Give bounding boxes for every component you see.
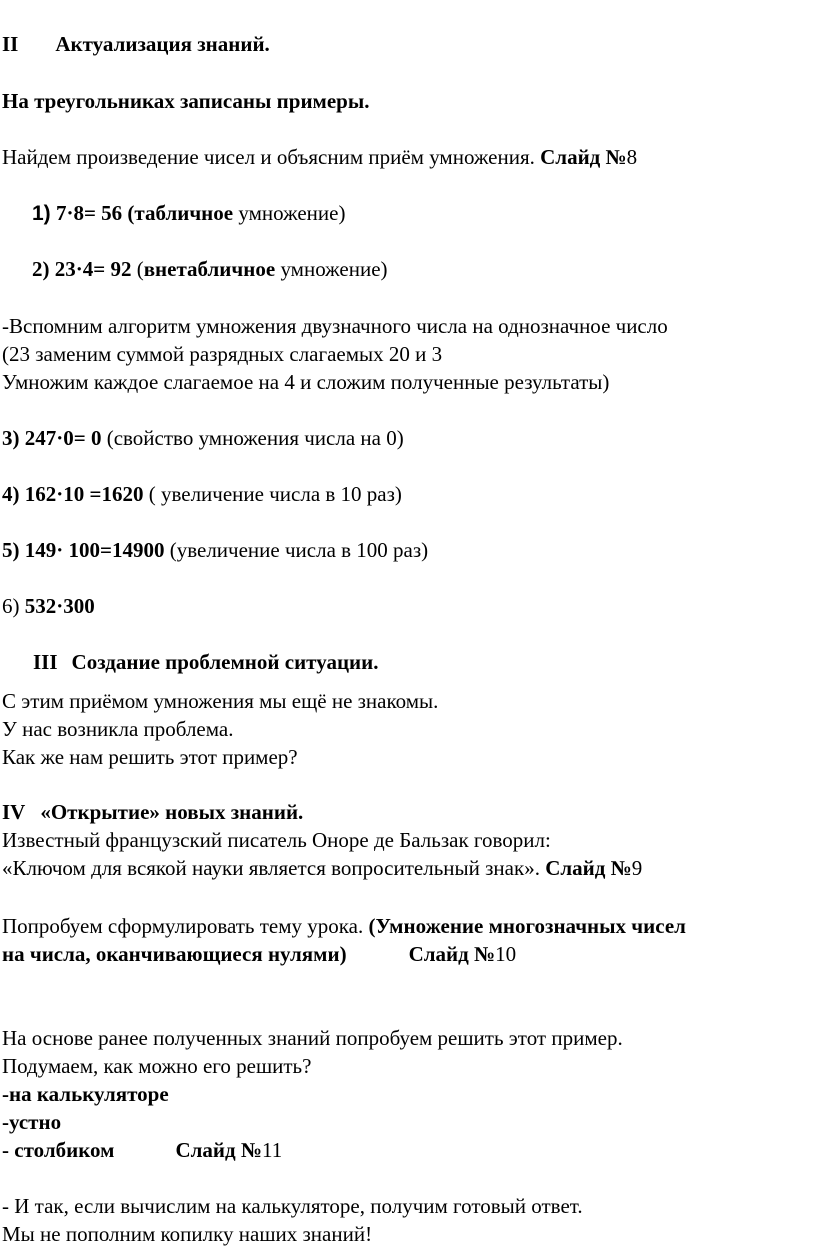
section-number: IV <box>2 800 26 824</box>
problem-line-2: У нас возникла проблема. <box>2 717 234 741</box>
algorithm-line-1: -Вспомним алгоритм умножения двузначного числа на однозначное число <box>2 314 668 338</box>
section-4-heading <box>2 799 303 826</box>
ending-line-1: - И так, если вычислим на калькуляторе, получим готовый ответ. <box>2 1194 583 1218</box>
section-title: «Открытие» новых знаний. <box>40 800 304 824</box>
example-4: 4) 162·10 =1620 ( увеличение числа в 10 раз) <box>2 482 402 506</box>
example-5: 5) 149· 100=14900 (увеличение числа в 100 раз) <box>2 538 429 562</box>
topic-line-1: Попробуем сформулировать тему урока. (Умножение многозначных чисел <box>2 914 686 938</box>
example-1: 1) 7·8= 56 (табличное умножение) <box>32 201 346 225</box>
section-3-heading <box>33 649 379 676</box>
algorithm-line-2: (23 заменим суммой разрядных слагаемых 20 и 3 <box>2 342 443 366</box>
balzac-line-1: Известный французский писатель Оноре де Бальзак говорил: <box>2 828 551 852</box>
triangles-line: На треугольниках записаны примеры. <box>2 89 370 113</box>
section-title: Создание проблемной ситуации. <box>71 650 379 674</box>
section-number: III <box>33 650 58 674</box>
ending-line-2: Мы не пополним копилку наших знаний! <box>2 1222 373 1246</box>
example-3: 3) 247·0= 0 (свойство умножения числа на 0) <box>2 426 404 450</box>
algorithm-line-3: Умножим каждое слагаемое на 4 и сложим полученные результаты) <box>2 370 610 394</box>
base-line-1: На основе ранее полученных знаний попробуем решить этот пример. <box>2 1026 623 1050</box>
find-product-line: Найдем произведение чисел и объясним приём умножения. Слайд №8 <box>2 145 638 169</box>
topic-line-2: на числа, оканчивающиеся нулями) Слайд №10 <box>2 942 517 966</box>
problem-line-3: Как же нам решить этот пример? <box>2 745 298 769</box>
section-title: Актуализация знаний. <box>55 32 270 56</box>
base-line-2: Подумаем, как можно его решить? <box>2 1054 312 1078</box>
option-column: - столбиком Слайд №11 <box>2 1138 283 1162</box>
section-number: II <box>2 32 19 56</box>
option-oral: -устно <box>2 1110 62 1134</box>
balzac-line-2: «Ключом для всякой науки является вопросительный знак». Слайд №9 <box>2 856 643 880</box>
section-2-heading <box>2 31 270 58</box>
problem-line-1: С этим приёмом умножения мы ещё не знакомы. <box>2 689 439 713</box>
option-calculator: -на калькуляторе <box>2 1082 169 1106</box>
example-6: 6) 532·300 <box>2 594 95 618</box>
example-2: 2) 23·4= 92 (внетабличное умножение) <box>32 257 388 281</box>
